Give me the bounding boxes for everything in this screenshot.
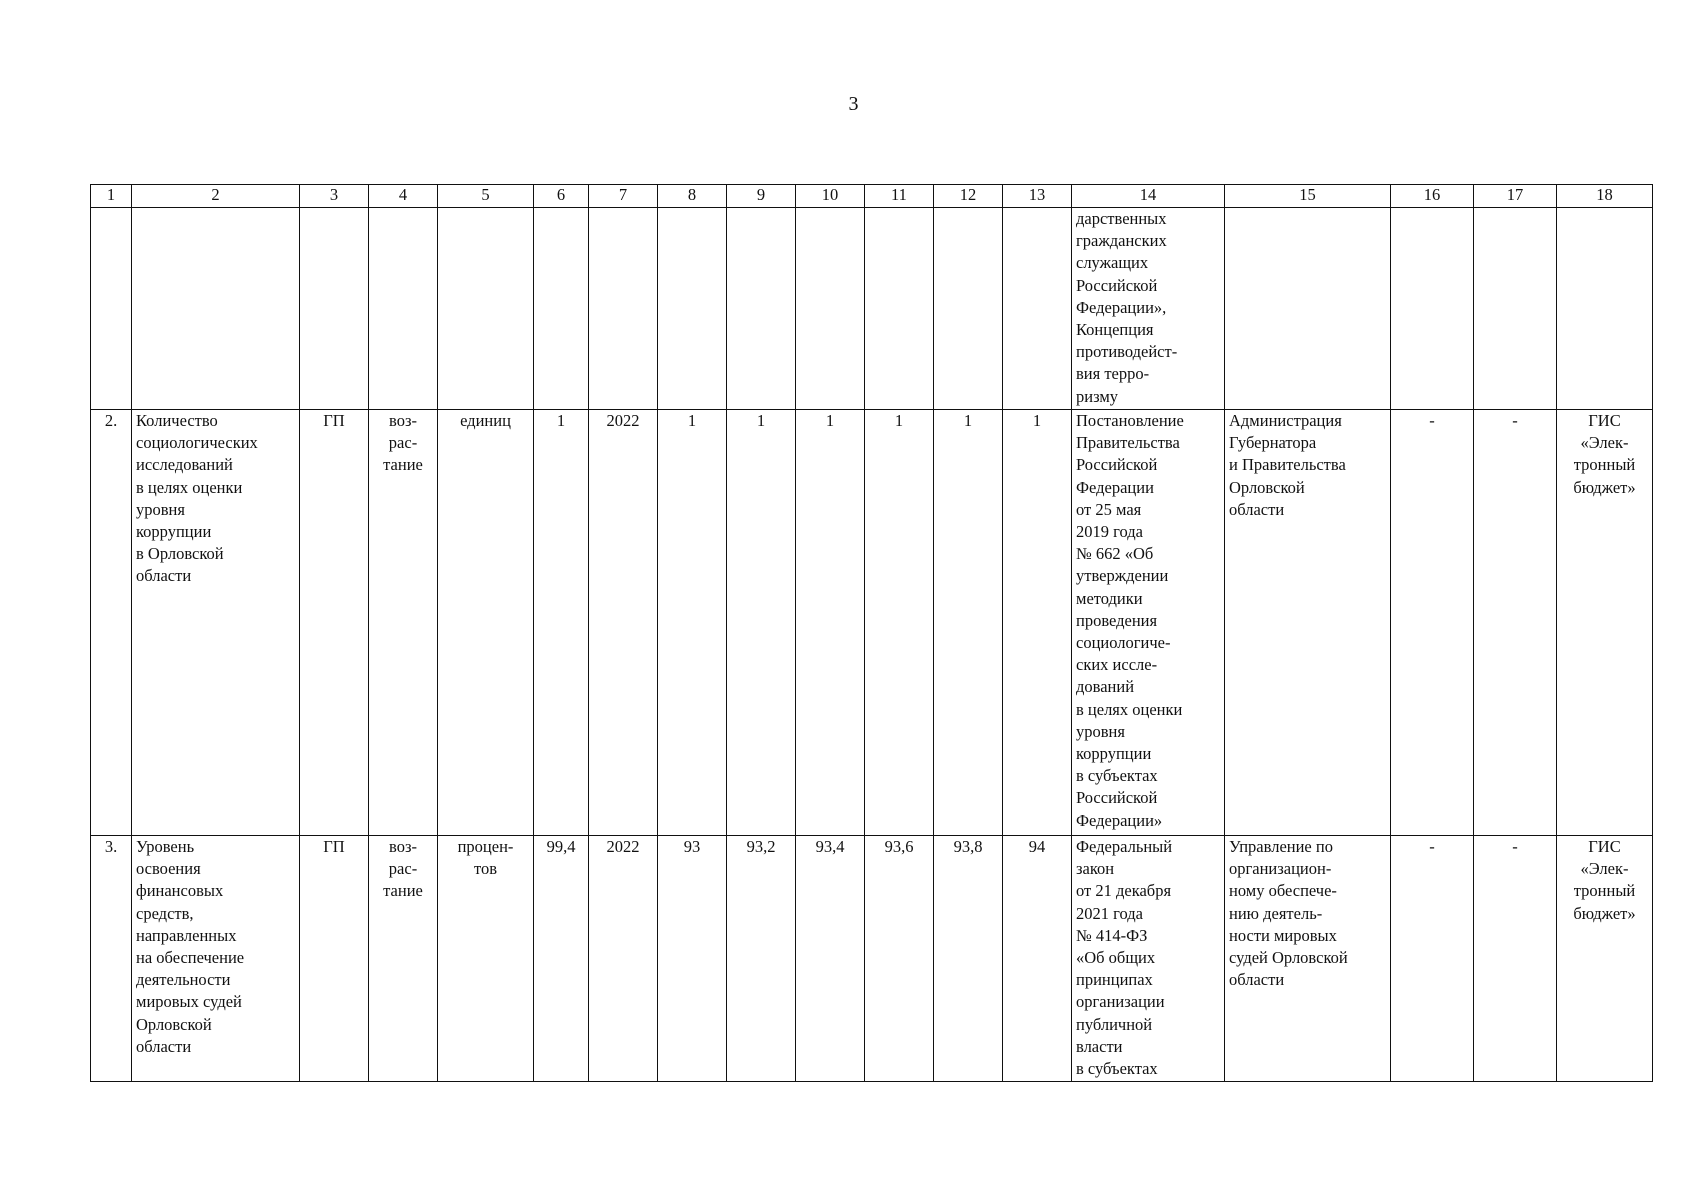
value-col-8: 1 <box>658 410 727 836</box>
column-number: 18 <box>1557 185 1653 208</box>
value-col-12: 93,8 <box>934 836 1003 1082</box>
information-system: ГИС «Элек- тронный бюджет» <box>1557 836 1653 1082</box>
value-col-12: 1 <box>934 410 1003 836</box>
base-value: 99,4 <box>534 836 589 1082</box>
column-number: 17 <box>1474 185 1557 208</box>
base-year: 2022 <box>589 836 658 1082</box>
column-number: 10 <box>796 185 865 208</box>
empty-cell <box>132 208 300 410</box>
unit-of-measure: процен- тов <box>438 836 534 1082</box>
column-number: 12 <box>934 185 1003 208</box>
empty-cell <box>658 208 727 410</box>
page-number: 3 <box>848 93 859 115</box>
value-col-9: 93,2 <box>727 836 796 1082</box>
indicator-level: ГП <box>300 836 369 1082</box>
column-number: 13 <box>1003 185 1072 208</box>
indicators-table <box>90 184 1653 1082</box>
empty-cell <box>1003 208 1072 410</box>
column-number: 5 <box>438 185 534 208</box>
empty-cell <box>1557 208 1653 410</box>
unit-of-measure: единиц <box>438 410 534 836</box>
responsible-body: Управление по организацион- ному обеспече- нию деятель- ности мировых судей Орловской области <box>1225 836 1391 1082</box>
base-year: 2022 <box>589 410 658 836</box>
column-number: 16 <box>1391 185 1474 208</box>
empty-cell <box>300 208 369 410</box>
column-number: 3 <box>300 185 369 208</box>
column-number: 1 <box>91 185 132 208</box>
empty-cell <box>1474 208 1557 410</box>
empty-cell <box>589 208 658 410</box>
row-number: 3. <box>91 836 132 1082</box>
column-number: 4 <box>369 185 438 208</box>
indicator-level: ГП <box>300 410 369 836</box>
table-row <box>91 836 1653 1082</box>
col-16-value: - <box>1391 410 1474 836</box>
value-col-11: 1 <box>865 410 934 836</box>
value-col-8: 93 <box>658 836 727 1082</box>
column-number: 14 <box>1072 185 1225 208</box>
col-17-value: - <box>1474 836 1557 1082</box>
document-basis-cell: Федеральный закон от 21 декабря 2021 года № 414-ФЗ «Об общих принципах организации публичной власти в субъектах <box>1072 836 1225 1082</box>
column-number: 6 <box>534 185 589 208</box>
col-17-value: - <box>1474 410 1557 836</box>
col-16-value: - <box>1391 836 1474 1082</box>
column-number: 7 <box>589 185 658 208</box>
value-col-9: 1 <box>727 410 796 836</box>
value-col-10: 93,4 <box>796 836 865 1082</box>
column-number: 15 <box>1225 185 1391 208</box>
empty-cell <box>1225 208 1391 410</box>
information-system: ГИС «Элек- тронный бюджет» <box>1557 410 1653 836</box>
base-value: 1 <box>534 410 589 836</box>
empty-cell <box>1391 208 1474 410</box>
value-col-11: 93,6 <box>865 836 934 1082</box>
column-number: 2 <box>132 185 300 208</box>
row-number: 2. <box>91 410 132 836</box>
indicator-trend: воз- рас- тание <box>369 836 438 1082</box>
column-number-row <box>91 185 1653 208</box>
indicator-name: Уровень освоения финансовых средств, направленных на обеспечение деятельности мировых судей Орловской области <box>132 836 300 1082</box>
column-number: 11 <box>865 185 934 208</box>
empty-cell <box>438 208 534 410</box>
indicator-trend: воз- рас- тание <box>369 410 438 836</box>
empty-cell <box>369 208 438 410</box>
column-number: 8 <box>658 185 727 208</box>
value-col-13: 94 <box>1003 836 1072 1082</box>
empty-cell <box>534 208 589 410</box>
value-col-10: 1 <box>796 410 865 836</box>
column-number: 9 <box>727 185 796 208</box>
empty-cell <box>934 208 1003 410</box>
indicator-name: Количество социологических исследований в целях оценки уровня коррупции в Орловской области <box>132 410 300 836</box>
continuation-row <box>91 208 1653 410</box>
responsible-body: Администрация Губернатора и Правительства Орловской области <box>1225 410 1391 836</box>
document-basis-cell: Постановление Правительства Российской Федерации от 25 мая 2019 года № 662 «Об утверждении методики проведения социологиче- ских иссле- дований в целях оценки уровня коррупции в субъектах Российской Федерации» <box>1072 410 1225 836</box>
value-col-13: 1 <box>1003 410 1072 836</box>
empty-cell <box>865 208 934 410</box>
empty-cell <box>91 208 132 410</box>
empty-cell <box>727 208 796 410</box>
table-row <box>91 410 1653 836</box>
document-basis-cell: дарственных гражданских служащих Российской Федерации», Концепция противодейст- вия терро- ризму <box>1072 208 1225 410</box>
empty-cell <box>796 208 865 410</box>
